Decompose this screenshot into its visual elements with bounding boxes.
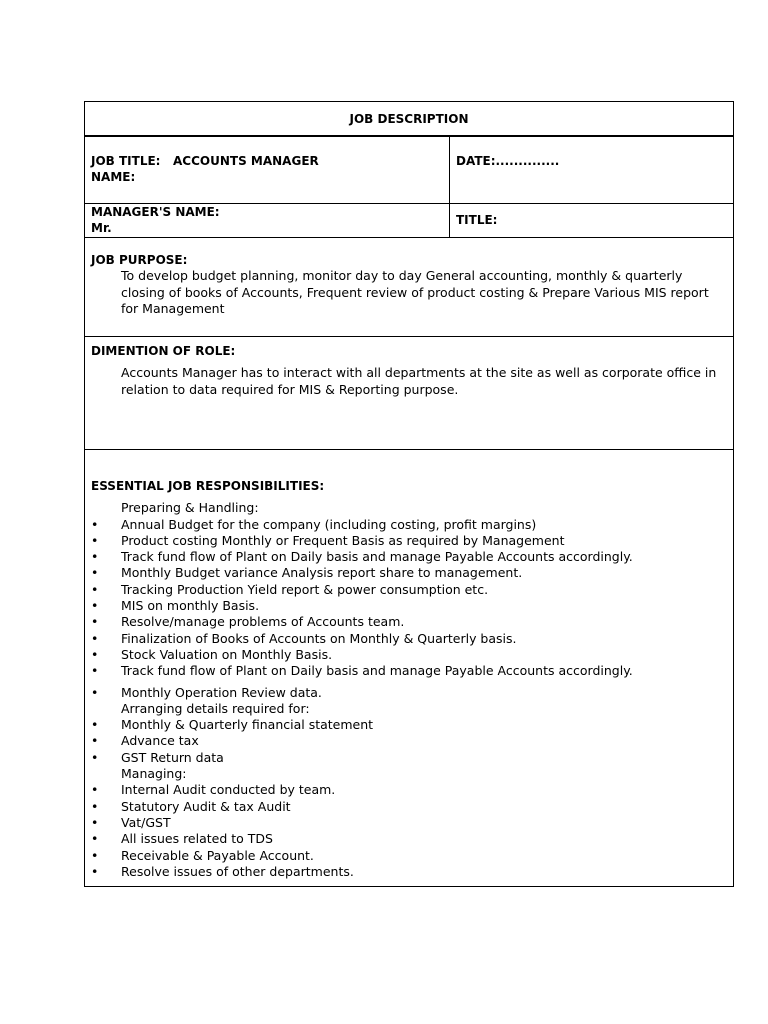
list-item: [91, 831, 727, 847]
date-cell: [450, 137, 733, 203]
list-item: [91, 582, 727, 598]
bullet-icon: •: [91, 684, 99, 700]
list-item-text: Track fund flow of Plant on Daily basis and manage Payable Accounts accordingly.: [121, 663, 633, 679]
title-section: [85, 102, 733, 137]
list-item: [91, 663, 727, 679]
list-item: [91, 717, 727, 733]
bullet-icon: •: [91, 814, 99, 830]
bullet-icon: •: [91, 831, 99, 847]
job-title-section: [85, 137, 733, 204]
responsibilities-section: [85, 450, 733, 886]
list-item-text: Resolve issues of other departments.: [121, 863, 354, 879]
job-purpose-heading: JOB PURPOSE:: [91, 253, 188, 267]
list-item: [91, 799, 727, 815]
manager-name-cell: [85, 204, 450, 237]
list-item: [91, 614, 727, 630]
list-item: [91, 631, 727, 647]
list-item-text: Resolve/manage problems of Accounts team.: [121, 614, 405, 630]
list-item-text: Statutory Audit & tax Audit: [121, 798, 291, 814]
responsibilities-heading: ESSENTIAL JOB RESPONSIBILITIES:: [91, 479, 325, 493]
list-item-text: Receivable & Payable Account.: [121, 847, 314, 863]
list-item-text: Monthly & Quarterly financial statement: [121, 717, 374, 733]
role-heading: DIMENTION OF ROLE:: [91, 344, 236, 358]
list-item-text: Vat/GST: [121, 814, 171, 830]
dimension-of-role-section: [85, 337, 733, 450]
list-item-text: Annual Budget for the company (including costing, profit margins): [121, 516, 537, 532]
list-item-text: Monthly Budget variance Analysis report share to management.: [121, 565, 523, 581]
list-item: [91, 533, 727, 549]
bullet-icon: •: [91, 565, 99, 581]
list-item-text: MIS on monthly Basis.: [121, 598, 260, 614]
list-item: [91, 750, 727, 766]
list-item-text: Finalization of Books of Accounts on Monthly & Quarterly basis.: [121, 630, 517, 646]
list-item-text: Product costing Monthly or Frequent Basis as required by Management: [121, 532, 565, 548]
list-item: [91, 598, 727, 614]
list-item-text: Internal Audit conducted by team.: [121, 782, 336, 798]
preparing-list: [91, 517, 727, 680]
list-item-text: Track fund flow of Plant on Daily basis and manage Payable Accounts accordingly.: [121, 549, 633, 565]
list-item-text: Monthly Operation Review data.: [121, 684, 322, 700]
name-label: NAME:: [91, 170, 136, 185]
job-title-value: ACCOUNTS MANAGER: [173, 154, 319, 168]
list-item: [91, 848, 727, 864]
bullet-icon: •: [91, 549, 99, 565]
job-purpose-section: [85, 238, 733, 337]
list-item: [91, 517, 727, 533]
date-label: DATE:..............: [456, 154, 560, 168]
manager-name-label: MANAGER'S NAME:: [91, 205, 220, 219]
list-item: [91, 815, 727, 831]
bullet-icon: •: [91, 863, 99, 879]
list-item-text: All issues related to TDS: [121, 831, 273, 847]
bullet-icon: •: [91, 782, 99, 798]
list-item-text: Stock Valuation on Monthly Basis.: [121, 646, 333, 662]
list-item-text: Advance tax: [121, 733, 199, 749]
bullet-icon: •: [91, 646, 99, 662]
job-title-label: JOB TITLE:: [91, 154, 161, 168]
manager-title-cell: [450, 204, 733, 237]
document-title: JOB DESCRIPTION: [349, 112, 469, 126]
list-item: [91, 733, 727, 749]
bullet-icon: •: [91, 733, 99, 749]
list-item: [91, 864, 727, 880]
arranging-list: [91, 717, 727, 766]
list-item-text: Tracking Production Yield report & power consumption etc.: [121, 581, 489, 597]
bullet-icon: •: [91, 717, 99, 733]
job-title-cell: [85, 137, 450, 203]
bullet-icon: •: [91, 798, 99, 814]
job-description-form: [84, 101, 734, 887]
bullet-icon: •: [91, 749, 99, 765]
managing-list: [91, 782, 727, 880]
bullet-icon: •: [91, 516, 99, 532]
list-item: [91, 685, 727, 701]
list-item-text: GST Return data: [121, 749, 224, 765]
group-arranging-label: Arranging details required for:: [121, 700, 310, 716]
list-item: [91, 647, 727, 663]
bullet-icon: •: [91, 847, 99, 863]
bullet-icon: •: [91, 630, 99, 646]
list-item: [91, 565, 727, 581]
manager-section: [85, 204, 733, 238]
list-item: [91, 549, 727, 565]
job-purpose-text: To develop budget planning, monitor day to day General accounting, monthly & quarterly closing of books of Accounts, Frequent review of product costing & Prepare Various MIS report for Management: [121, 268, 709, 316]
bullet-icon: •: [91, 598, 99, 614]
role-text: Accounts Manager has to interact with all departments at the site as well as corporate office in relation to data required for MIS & Reporting purpose.: [121, 365, 717, 397]
bullet-icon: •: [91, 581, 99, 597]
group-preparing-label: Preparing & Handling:: [121, 500, 259, 516]
manager-name-value: Mr.: [91, 221, 112, 236]
manager-title-label: TITLE:: [456, 213, 498, 227]
bullet-icon: •: [91, 614, 99, 630]
group-managing-label: Managing:: [121, 766, 187, 782]
bullet-icon: •: [91, 663, 99, 679]
bullet-icon: •: [91, 532, 99, 548]
list-item: [91, 782, 727, 798]
